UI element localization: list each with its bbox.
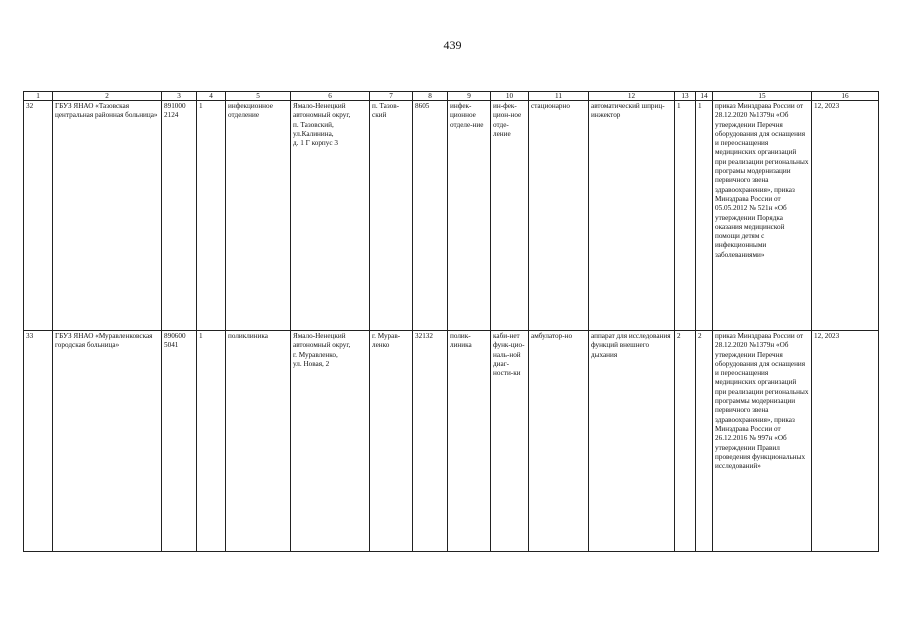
column-number: 15: [713, 92, 812, 101]
locality-cell: п. Тазов-ский: [370, 101, 413, 331]
column-number: 4: [197, 92, 226, 101]
unit-cell: ин-фек-цион-ное отде-ление: [491, 101, 529, 331]
department-cell: инфекционное отделение: [226, 101, 291, 331]
column-number: 6: [291, 92, 370, 101]
count-cell: 1: [197, 101, 226, 331]
column-number: 11: [529, 92, 589, 101]
column-number: 7: [370, 92, 413, 101]
column-number: 16: [812, 92, 879, 101]
care-form-cell: стационарно: [529, 101, 589, 331]
legal-basis-cell: приказ Минздрава России от 28.12.2020 №1379н «Об утверждении Перечня оборудования для оснащения и переоснащения медицинских организаций при реализации региональных програмы модернизации первичного звена здравоохранения», приказ Минздрава России от 05.05.2012 № 521н «Об утверждении Порядка оказания медицинской помощи детям с инфекционными заболеваниями»: [713, 101, 812, 331]
column-number: 3: [162, 92, 197, 101]
organization-cell: ГБУЗ ЯНАО «Муравленковская городская больница»: [53, 331, 162, 552]
column-number: 10: [491, 92, 529, 101]
inn-cell: 891000 2124: [162, 101, 197, 331]
locality-cell: г. Мурав-ленко: [370, 331, 413, 552]
column-number-row: [24, 92, 879, 101]
department-cell: поликлиника: [226, 331, 291, 552]
address-cell: Ямало-Ненецкий автономный округ, п. Тазовский, ул.Калинина, д. 1 Г корпус 3: [291, 101, 370, 331]
quantity-cell: 2: [675, 331, 696, 552]
row-number-cell: 32: [24, 101, 53, 331]
equipment-cell: аппарат для исследования функций внешнего дыхания: [589, 331, 675, 552]
code-cell: 8605: [413, 101, 448, 331]
column-number: 9: [448, 92, 491, 101]
subdivision-cell: полик-линика: [448, 331, 491, 552]
unit-cell: каби-нет функ-цио-наль-ной диаг-ности-ки: [491, 331, 529, 552]
column-number: 8: [413, 92, 448, 101]
subdivision-cell: инфек-ционное отделе-ние: [448, 101, 491, 331]
row-number-cell: 33: [24, 331, 53, 552]
equipment-table: [23, 91, 879, 552]
page-number: 439: [443, 38, 462, 52]
address-cell: Ямало-Ненецкий автономный округ, г. Муравленко, ул. Новая, 2: [291, 331, 370, 552]
table-row: [24, 101, 879, 331]
column-number: 5: [226, 92, 291, 101]
date-cell: 12, 2023: [812, 331, 879, 552]
column-number: 12: [589, 92, 675, 101]
organization-cell: ГБУЗ ЯНАО «Тазовская центральная районная больница»: [53, 101, 162, 331]
care-form-cell: амбулатор-но: [529, 331, 589, 552]
equipment-cell: автоматический шприц-инжектор: [589, 101, 675, 331]
quantity-cell: 2: [696, 331, 713, 552]
code-cell: 32132: [413, 331, 448, 552]
column-number: 1: [24, 92, 53, 101]
date-cell: 12, 2023: [812, 101, 879, 331]
table-row: [24, 331, 879, 552]
count-cell: 1: [197, 331, 226, 552]
quantity-cell: 1: [675, 101, 696, 331]
legal-basis-cell: приказ Минздрава России от 28.12.2020 №1379н «Об утверждении Перечня оборудования для оснащения и переоснащения медицинских организаций при реализации региональных программы модернизации первичного звена здравоохранения», приказ Минздрава России от 26.12.2016 № 997н «Об утверждении Правил проведения функциональных исследований»: [713, 331, 812, 552]
inn-cell: 890600 5041: [162, 331, 197, 552]
column-number: 14: [696, 92, 713, 101]
column-number: 13: [675, 92, 696, 101]
column-number: 2: [53, 92, 162, 101]
quantity-cell: 1: [696, 101, 713, 331]
